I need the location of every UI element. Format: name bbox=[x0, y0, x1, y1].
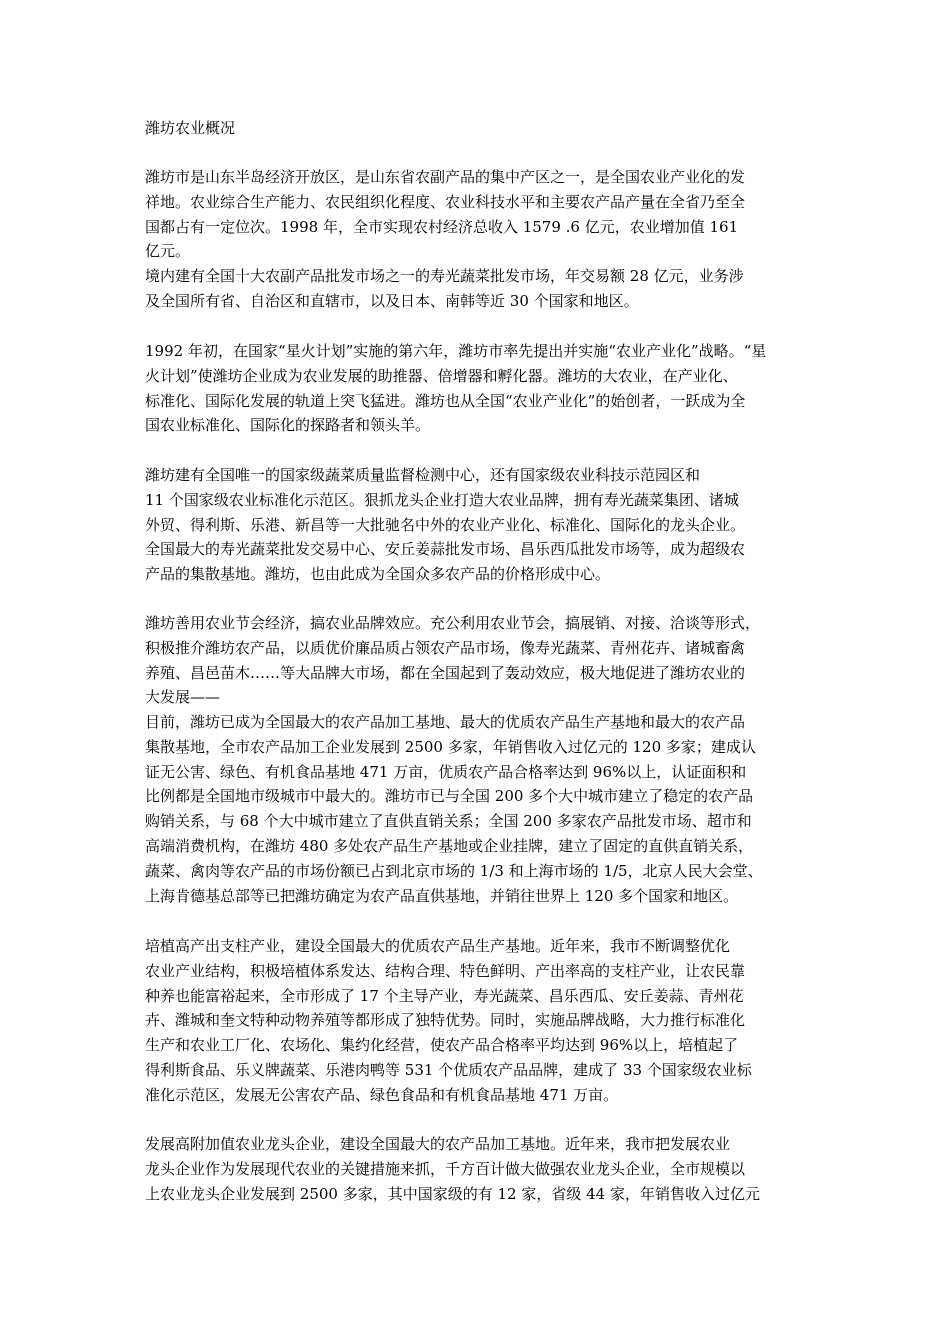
paragraph-current-status bbox=[145, 710, 763, 908]
text-line: 证无公害、绿色、有机食品基地 471 万亩，优质农产品合格率达到 96%以上，认证面积和 bbox=[145, 762, 747, 781]
text-line: 比例都是全国地市级城市中最大的。潍坊市已与全国 200 多个大中城市建立了稳定的农产品 bbox=[145, 787, 754, 806]
paragraph-market bbox=[145, 264, 744, 314]
text-line: 准化示范区，发展无公害农产品、绿色食品和有机食品基地 471 万亩。 bbox=[145, 1085, 619, 1104]
text-line: 龙头企业作为发展现代农业的关键措施来抓，千方百计做大做强农业龙头企业，全市规模以 bbox=[145, 1159, 746, 1178]
text-line: 产品的集散基地。潍坊，也由此成为全国众多农产品的价格形成中心。 bbox=[145, 565, 611, 584]
text-line: 潍坊市是山东半岛经济开放区，是山东省农副产品的集中产区之一，是全国农业产业化的发 bbox=[145, 168, 746, 186]
text-line: 潍坊建有全国唯一的国家级蔬菜质量监督检测中心，还有国家级农业科技示范园区和 bbox=[145, 466, 701, 484]
text-line: 国农业标准化、国际化的探路者和领头羊。 bbox=[145, 416, 431, 435]
paragraph-quality-center bbox=[145, 463, 745, 587]
paragraph-festival-economy bbox=[145, 611, 760, 710]
text-line: 蔬菜、禽肉等农产品的市场份额已占到北京市场的 1/3 和上海市场的 1/5，北京人民大会堂、 bbox=[145, 861, 763, 880]
text-line: 外贸、得利斯、乐港、新昌等一大批驰名中外的农业产业化、标准化、国际化的龙头企业。 bbox=[145, 515, 746, 534]
text-line: 种养也能富裕起来，全市形成了 17 个主导产业，寿光蔬菜、昌乐西瓜、安丘姜蒜、青州花 bbox=[145, 986, 744, 1005]
text-line: 上农业龙头企业发展到 2500 多家，其中国家级的有 12 家，省级 44 家，年销售收入过亿元 bbox=[145, 1184, 760, 1203]
text-line: 生产和农业工厂化、农场化、集约化经营，使农产品合格率平均达到 96%以上，培植起了 bbox=[145, 1036, 739, 1055]
text-line: 大发展—— bbox=[145, 688, 221, 707]
text-line: 1992 年初，在国家“星火计划”实施的第六年，潍坊市率先提出并实施“农业产业化”战略。“星 bbox=[145, 342, 767, 360]
text-line: 得利斯食品、乐义牌蔬菜、乐港肉鸭等 531 个优质农产品品牌，建成了 33 个国家级农业标 bbox=[145, 1060, 752, 1079]
text-line: 潍坊善用农业节会经济，搞农业品牌效应。充公利用农业节会，搞展销、对接、洽谈等形式， bbox=[145, 614, 761, 632]
text-line: 农业产业结构，积极培植体系发达、结构合理、特色鲜明、产出率高的支柱产业，让农民靠 bbox=[145, 961, 746, 980]
text-line: 全国最大的寿光蔬菜批发交易中心、安丘姜蒜批发市场、昌乐西瓜批发市场等，成为超级农 bbox=[145, 540, 746, 559]
text-line: 卉、潍城和奎文特种动物养殖等都形成了独特优势。同时，实施品牌战略，大力推行标准化 bbox=[145, 1011, 746, 1030]
text-line: 培植高产出支柱产业，建设全国最大的优质农产品生产基地。近年来，我市不断调整优化 bbox=[145, 937, 731, 955]
text-line: 火计划”使潍坊企业成为农业发展的助推器、倍增器和孵化器。潍坊的大农业，在产业化、 bbox=[145, 366, 738, 385]
text-line: 11 个国家级农业标准化示范区。狠抓龙头企业打造大农业品牌，拥有寿光蔬菜集团、诸城 bbox=[145, 490, 739, 509]
text-line: 积极推介潍坊农产品，以质优价廉品质占领农产品市场，像寿光蔬菜、青州花卉、诸城畜禽 bbox=[145, 638, 746, 657]
text-line: 发展高附加值农业龙头企业，建设全国最大的农产品加工基地。近年来，我市把发展农业 bbox=[145, 1135, 731, 1153]
paragraph-pillar-industries bbox=[145, 934, 752, 1108]
paragraph-history bbox=[145, 339, 766, 438]
text-line: 境内建有全国十大农副产品批发市场之一的寿光蔬菜批发市场，年交易额 28 亿元，业务涉 bbox=[145, 267, 744, 285]
text-line: 标准化、国际化发展的轨道上突飞猛进。潍坊也从全国“农业产业化”的始创者，一跃成为全 bbox=[145, 391, 746, 410]
text-line: 祥地。农业综合生产能力、农民组织化程度、农业科技水平和主要农产品产量在全省乃至全 bbox=[145, 192, 746, 211]
text-line: 上海肯德基总部等已把潍坊确定为农产品直供基地，并销往世界上 120 多个国家和地区。 bbox=[145, 886, 739, 905]
text-line: 及全国所有省、自治区和直辖市，以及日本、南韩等近 30 个国家和地区。 bbox=[145, 291, 639, 310]
text-line: 购销关系，与 68 个大中城市建立了直供直销关系；全国 200 多家农产品批发市场、超市和 bbox=[145, 812, 752, 831]
paragraph-overview bbox=[145, 165, 745, 264]
text-line: 养殖、昌邑苗木……等大品牌大市场，都在全国起到了轰动效应，极大地促进了潍坊农业的 bbox=[145, 663, 746, 682]
text-line: 国都占有一定位次。1998 年，全市实现农村经济总收入 1579 .6 亿元，农业增加值 161 bbox=[145, 217, 739, 236]
text-line: 高端消费机构，在潍坊 480 多处农产品生产基地或企业挂牌，建立了固定的直供直销关系， bbox=[145, 836, 754, 855]
text-line: 亿元。 bbox=[145, 242, 191, 261]
paragraph-leading-enterprises bbox=[145, 1132, 760, 1206]
text-line: 集散基地，全市农产品加工企业发展到 2500 多家，年销售收入过亿元的 120 多家；建成认 bbox=[145, 737, 756, 756]
text-line: 目前，潍坊已成为全国最大的农产品加工基地、最大的优质农产品生产基地和最大的农产品 bbox=[145, 713, 746, 731]
document-title: 潍坊农业概况 bbox=[145, 119, 236, 137]
